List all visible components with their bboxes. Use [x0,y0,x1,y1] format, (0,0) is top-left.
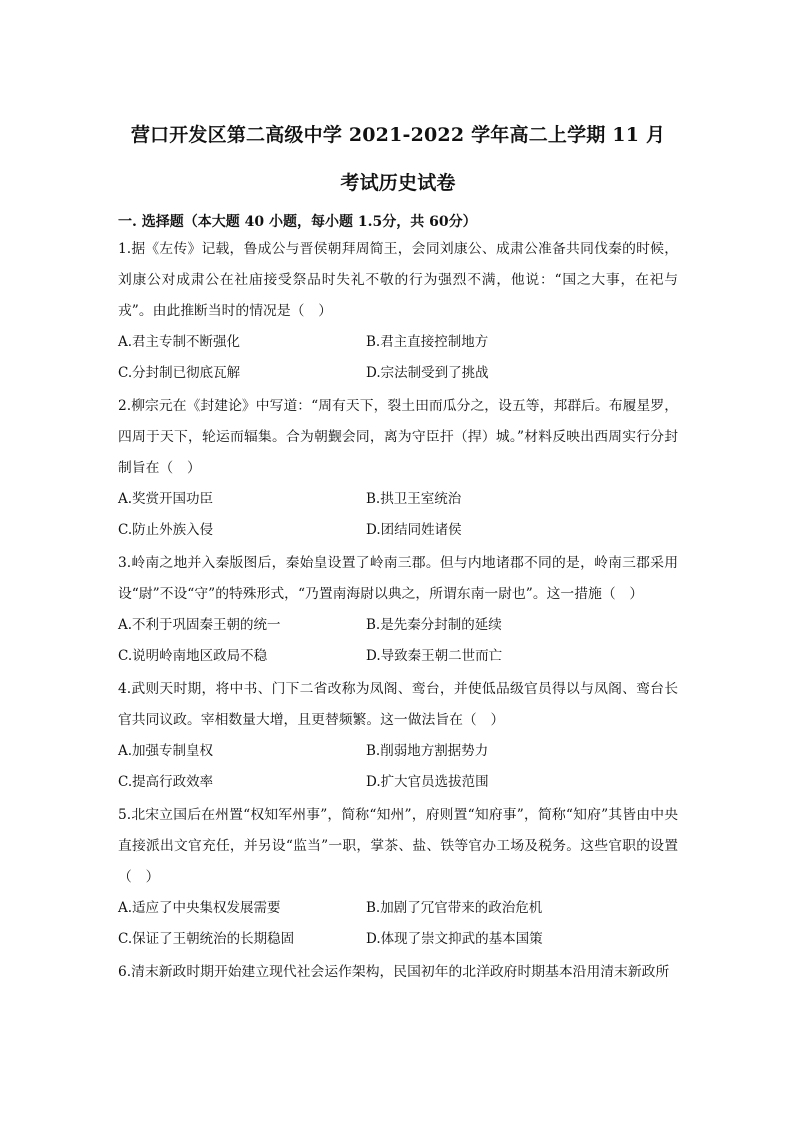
option-d: D.体现了崇文抑武的基本国策 [366,931,543,947]
question-options-5 [118,893,678,955]
question-options-4 [118,736,678,798]
option-c: C.分封制已彻底瓦解 [118,365,241,381]
option-b: B.削弱地方割据势力 [366,743,489,759]
question-stem-6: 6.清末新政时期开始建立现代社会运作架构，民国初年的北洋政府时期基本沿用清末新政所 [118,964,670,980]
option-d: D.宗法制受到了挑战 [366,365,489,381]
exam-title-line2: 考试历史试卷 [340,172,456,194]
option-b: B.君主直接控制地方 [366,334,489,350]
option-a: A.不利于巩固秦王朝的统一 [118,617,281,633]
option-b: B.拱卫王室统治 [366,491,462,507]
question-options-1 [118,327,678,389]
section-header: 一. 选择题（本大题 40 小题，每小题 1.5分，共 60分） [118,214,477,230]
option-b: B.是先秦分封制的延续 [366,617,502,633]
option-d: D.团结同姓诸侯 [366,522,462,538]
exam-page [118,118,678,988]
question-options-2 [118,484,678,546]
option-a: A.适应了中央集权发展需要 [118,900,281,916]
option-a: A.奖赏开国功臣 [118,491,214,507]
option-b: B.加剧了冗官带来的政治危机 [366,900,543,916]
option-a: A.加强专制皇权 [118,743,214,759]
exam-title-line1: 营口开发区第二高级中学 2021-2022 学年高二上学期 11 月 [130,124,666,146]
option-a: A.君主专制不断强化 [118,334,241,350]
question-stem-1: 1.据《左传》记载，鲁成公与晋侯朝拜周简王，会同刘康公、成肃公准备共同伐秦的时候，刘康公对成肃公在社庙接受祭品时失礼不敬的行为强烈不满，他说：“国之大事，在祀与戎”。由此推断当时的情况是（ ） [118,241,678,319]
question-stem-3: 3.岭南之地并入秦版图后，秦始皇设置了岭南三郡。但与内地诸郡不同的是，岭南三郡采用设“尉”不设“守”的特殊形式，“乃置南海尉以典之，所谓东南一尉也”。这一措施（ ） [118,555,678,602]
question-options-3 [118,610,678,672]
option-c: C.防止外族入侵 [118,522,214,538]
question-stem-4: 4.武则天时期，将中书、门下二省改称为凤阁、鸾台，并使低品级官员得以与凤阁、鸾台长官共同议政。宰相数量大增，且更替频繁。这一做法旨在（ ） [118,681,678,728]
option-d: D.扩大官员选拔范围 [366,774,489,790]
option-c: C.保证了王朝统治的长期稳固 [118,931,295,947]
question-stem-5: 5.北宋立国后在州置“权知军州事”，简称“知州”，府则置“知府事”，简称“知府”其皆由中央直接派出文官充任，并另设“监当”一职，掌茶、盐、铁等官办工场及税务。这些官职的设置（ ） [118,807,678,885]
option-c: C.说明岭南地区政局不稳 [118,648,268,664]
option-d: D.导致秦王朝二世而亡 [366,648,503,664]
question-stem-2: 2.柳宗元在《封建论》中写道：“周有天下，裂土田而瓜分之，设五等，邦群后。布履星罗，四周于天下，轮运而辐集。合为朝觐会同，离为守臣扞（捍）城。”材料反映出西周实行分封制旨在（ ） [118,398,678,476]
option-c: C.提高行政效率 [118,774,214,790]
